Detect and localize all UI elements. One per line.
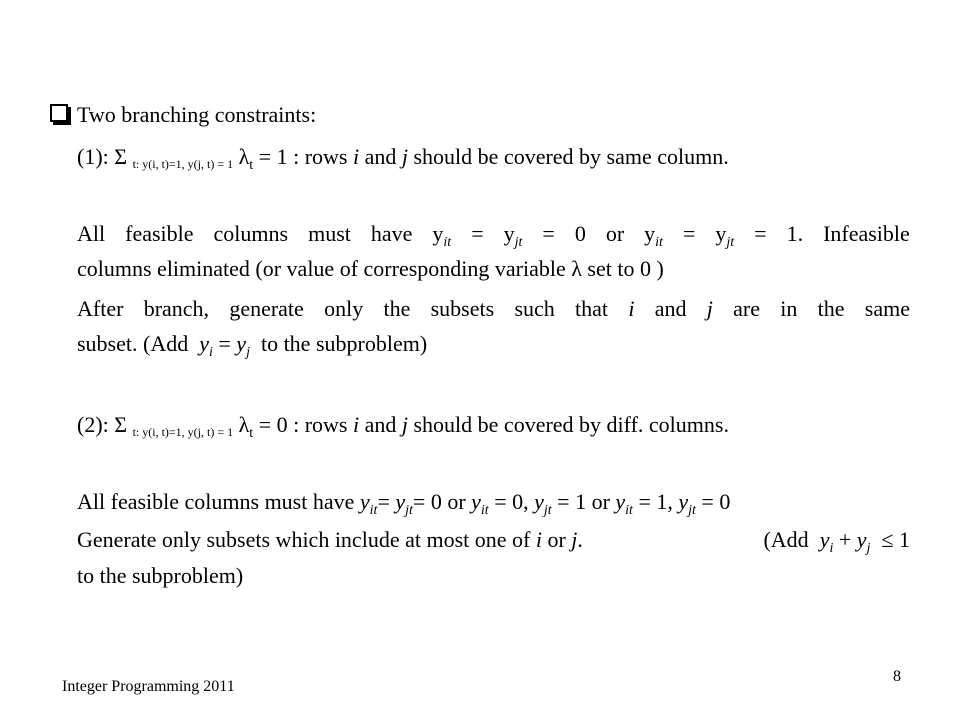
- c1-lambda-sub: t: [249, 158, 254, 173]
- p4-add: (Add $y_i + y_j \le 1$: [763, 527, 910, 556]
- c1-and: and: [364, 144, 397, 169]
- p1-line2: [77, 258, 664, 280]
- word: that: [575, 296, 609, 321]
- word: in: [780, 296, 798, 321]
- math-term: $y_{jt}$: [715, 221, 735, 250]
- word: generate: [229, 296, 304, 321]
- word: the: [817, 296, 845, 321]
- word: 0: [574, 221, 586, 246]
- word: =: [682, 221, 696, 246]
- heading: [77, 104, 316, 126]
- word: After: [77, 296, 124, 321]
- heading-text: Two branching constraints:: [77, 102, 317, 127]
- word: same: [864, 296, 910, 321]
- word: Infeasible: [823, 221, 910, 246]
- math-term: $y_{it}$: [432, 221, 452, 250]
- c2-rest: = 0 : rows: [258, 412, 348, 437]
- checkbox-bullet-icon: [50, 104, 68, 122]
- word: =: [542, 221, 555, 246]
- word: or: [605, 221, 625, 246]
- word: branch,: [143, 296, 210, 321]
- constraint-1: [77, 144, 729, 173]
- word: are: [733, 296, 760, 321]
- p3-text: All feasible columns must have: [77, 489, 355, 514]
- p4-line1: [77, 527, 910, 556]
- word: the: [383, 296, 411, 321]
- c1-sum-index: t: y(i, t)=1, y(j, t) = 1: [132, 157, 234, 171]
- c1-i: i: [352, 144, 360, 169]
- p2-line1: [77, 298, 910, 320]
- p1-line1: [77, 221, 910, 250]
- p1-line2-text: columns eliminated (or value of corresponding variable λ set to 0 ): [77, 256, 664, 281]
- word: feasible: [125, 221, 194, 246]
- c1-prefix: (1): Σ: [77, 144, 128, 169]
- word: i: [628, 296, 635, 321]
- c2-tail: should be covered by diff. columns.: [413, 412, 729, 437]
- c2-sum-index: t: y(i, t)=1, y(j, t) = 1: [132, 425, 234, 439]
- word: subsets: [430, 296, 495, 321]
- word: such: [514, 296, 555, 321]
- p2-line2: subset. (Add $y_i = y_j$ to the subproblem): [77, 331, 428, 360]
- word: columns: [213, 221, 289, 246]
- p4-main: Generate only subsets which include at most one of i or j.: [77, 527, 583, 552]
- word: =: [471, 221, 484, 246]
- p4-line2-text: to the subproblem): [77, 563, 244, 588]
- constraint-2: [77, 412, 729, 441]
- word: and: [654, 296, 687, 321]
- word: All: [77, 221, 106, 246]
- c1-tail: should be covered by same column.: [413, 144, 729, 169]
- word: must: [308, 221, 351, 246]
- word: =: [754, 221, 767, 246]
- math-term: $y_{jt}$: [503, 221, 523, 250]
- p3-line1: All feasible columns must have $y_{it}= y_{jt}= 0$ or $y_{it} = 0$, $y_{jt} = 1$ or $y_{it} = 1$, $y_{jt} = 0$: [77, 489, 731, 518]
- math-term: $y_{it}$: [644, 221, 663, 250]
- c1-rest: = 1 : rows: [258, 144, 348, 169]
- p2-line2a: subset. (Add: [77, 331, 189, 356]
- c1-j: j: [401, 144, 408, 169]
- word: 1.: [786, 221, 804, 246]
- c2-lambda-sub: t: [249, 426, 254, 441]
- c1-lambda: λ: [238, 144, 250, 169]
- c2-j: j: [401, 412, 408, 437]
- word: j: [706, 296, 713, 321]
- c2-lambda: λ: [238, 412, 250, 437]
- footer-text: Integer Programming 2011: [62, 678, 235, 695]
- word: only: [324, 296, 364, 321]
- c2-prefix: (2): Σ: [77, 412, 128, 437]
- page-number: 8: [893, 668, 901, 685]
- p2-line2b: to the subproblem): [260, 331, 428, 356]
- p4-line2: [77, 565, 243, 587]
- c2-i: i: [352, 412, 360, 437]
- c2-and: and: [364, 412, 397, 437]
- word: have: [370, 221, 413, 246]
